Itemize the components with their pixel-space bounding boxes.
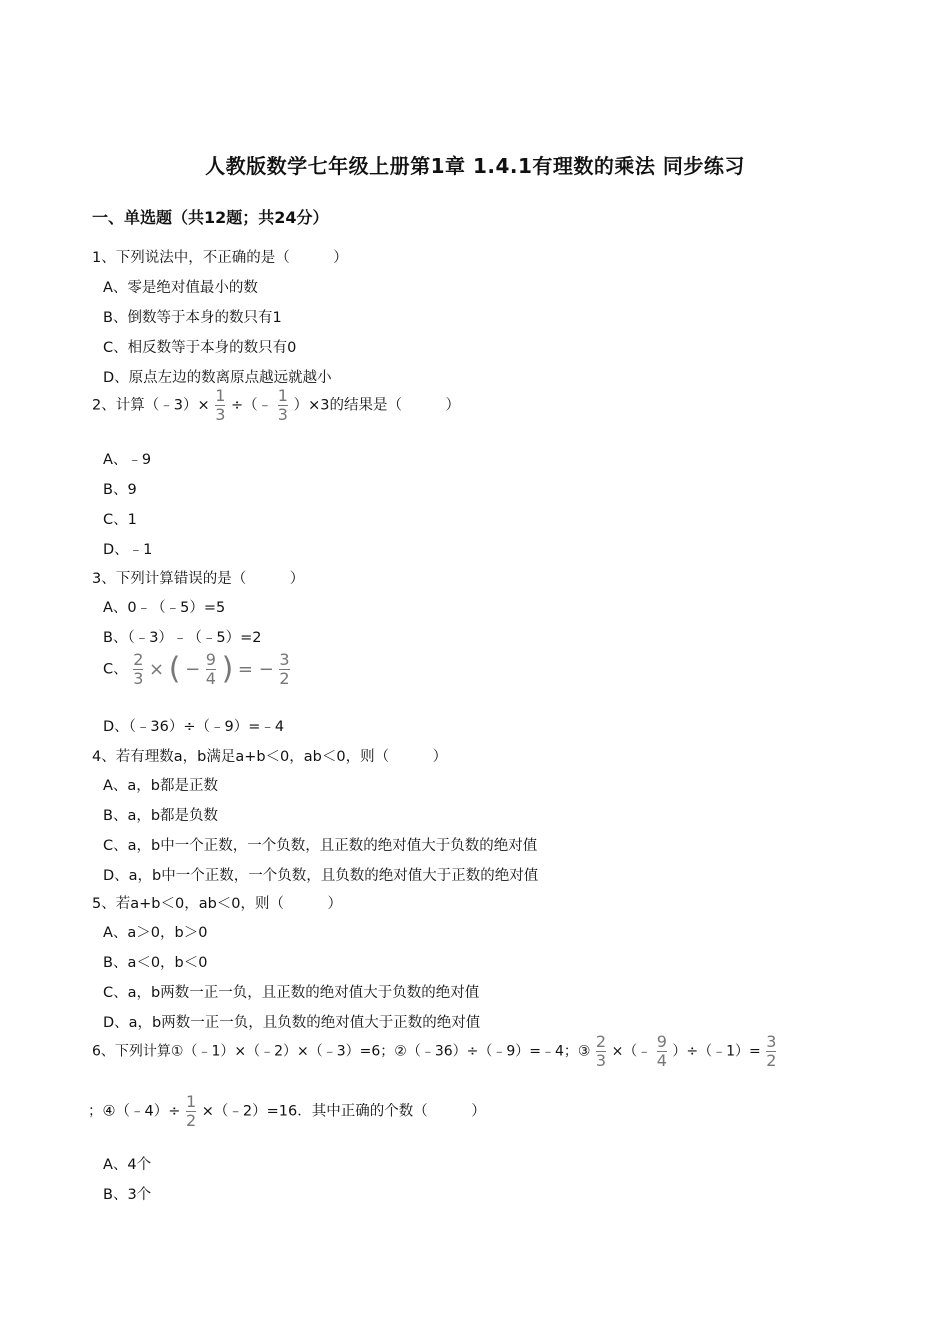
section-heading: 一、单选题（共12题；共24分） — [92, 208, 329, 227]
equals-minus: = − — [237, 659, 274, 680]
question-3-stem: 3、下列计算错误的是（ ） — [92, 571, 305, 587]
question-6-fraction-4 — [186, 1094, 196, 1129]
question-4-option-d: D、a，b中一个正数，一个负数，且负数的绝对值大于正数的绝对值 — [103, 868, 539, 884]
fraction-denominator: 3 — [277, 405, 288, 424]
fraction-numerator: 1 — [215, 386, 226, 405]
question-2-option-a: A、﹣9 — [103, 452, 152, 468]
question-2-stem — [92, 388, 460, 423]
question-3-option-a: A、0﹣（﹣5）=5 — [103, 600, 226, 616]
question-1-stem: 1、下列说法中，不正确的是（ ） — [92, 250, 348, 266]
question-2-text-2: ÷（﹣ — [231, 397, 273, 414]
fraction-numerator: 2 — [595, 1032, 607, 1051]
question-6-stem-line-2 — [88, 1094, 486, 1129]
fraction-denominator: 3 — [595, 1051, 607, 1070]
fraction-numerator: 9 — [656, 1032, 667, 1051]
question-4-option-c: C、a，b中一个正数，一个负数，且正数的绝对值大于负数的绝对值 — [103, 838, 538, 854]
question-2-option-b: B、9 — [103, 482, 137, 498]
question-6-text-2: ×（﹣ — [611, 1043, 652, 1060]
question-6-fraction-1 — [596, 1034, 606, 1069]
question-6-fraction-2 — [657, 1034, 667, 1069]
question-5-option-b: B、a＜0，b＜0 — [103, 955, 208, 971]
question-4-stem: 4、若有理数a，b满足a+b＜0，ab＜0，则（ ） — [92, 749, 448, 765]
question-3-option-c — [103, 652, 291, 687]
right-paren: ) — [221, 651, 234, 687]
question-2-fraction-2 — [278, 388, 288, 423]
question-4-option-b: B、a，b都是负数 — [103, 808, 219, 824]
question-6-option-b: B、3个 — [103, 1187, 152, 1203]
fraction-denominator: 2 — [766, 1051, 777, 1070]
question-6-option-a: A、4个 — [103, 1157, 152, 1173]
fraction-numerator: 3 — [766, 1032, 777, 1051]
fraction-denominator: 3 — [133, 669, 144, 688]
fraction-numerator: 9 — [205, 650, 216, 669]
question-6-stem-line-1 — [92, 1034, 777, 1069]
question-6-text-1: 6、下列计算①（﹣1）×（﹣2）×（﹣3）=6；②（﹣36）÷（﹣9）=﹣4；③ — [92, 1043, 591, 1060]
page-title: 人教版数学七年级上册第1章 1.4.1有理数的乘法 同步练习 — [205, 154, 745, 178]
question-2-option-d: D、﹣1 — [103, 542, 153, 558]
option-c-label: C、 — [103, 661, 128, 678]
question-1-option-c: C、相反数等于本身的数只有0 — [103, 340, 297, 356]
fraction-denominator: 4 — [205, 669, 216, 688]
left-paren: ( — [168, 651, 181, 687]
question-3-option-d: D、（﹣36）÷（﹣9）=﹣4 — [103, 719, 285, 735]
question-6-text-3: ）÷（﹣1）= — [672, 1043, 761, 1060]
question-5-stem: 5、若a+b＜0，ab＜0，则（ ） — [92, 896, 343, 912]
fraction-denominator: 2 — [279, 669, 290, 688]
minus-sign: − — [185, 659, 201, 680]
question-3-fraction-3 — [279, 652, 289, 687]
question-3-fraction-2 — [206, 652, 216, 687]
fraction-denominator: 3 — [215, 405, 226, 424]
question-2-fraction-1 — [215, 388, 225, 423]
question-1-option-d: D、原点左边的数离原点越远就越小 — [103, 370, 332, 386]
question-6-text-5: ×（﹣2）=16．其中正确的个数（ ） — [201, 1103, 486, 1120]
question-6-text-4: ；④（﹣4）÷ — [88, 1103, 181, 1120]
question-3-option-b: B、（﹣3）﹣（﹣5）=2 — [103, 630, 262, 646]
question-1-option-b: B、倒数等于本身的数只有1 — [103, 310, 282, 326]
question-3-fraction-1 — [133, 652, 143, 687]
question-2-option-c: C、1 — [103, 512, 137, 528]
times-sign: × — [149, 659, 165, 680]
question-5-option-d: D、a，b两数一正一负，且负数的绝对值大于正数的绝对值 — [103, 1015, 481, 1031]
fraction-numerator: 2 — [133, 650, 144, 669]
question-6-fraction-3 — [766, 1034, 776, 1069]
fraction-numerator: 1 — [185, 1092, 197, 1111]
fraction-numerator: 3 — [279, 650, 290, 669]
question-2-text-1: 2、计算（﹣3）× — [92, 397, 210, 414]
fraction-denominator: 2 — [185, 1111, 197, 1130]
question-1-option-a: A、零是绝对值最小的数 — [103, 280, 258, 296]
fraction-numerator: 1 — [277, 386, 288, 405]
question-5-option-c: C、a，b两数一正一负，且正数的绝对值大于负数的绝对值 — [103, 985, 480, 1001]
question-4-option-a: A、a，b都是正数 — [103, 778, 219, 794]
question-2-text-3: ）×3的结果是（ ） — [293, 397, 460, 414]
question-5-option-a: A、a＞0，b＞0 — [103, 925, 208, 941]
fraction-denominator: 4 — [656, 1051, 667, 1070]
